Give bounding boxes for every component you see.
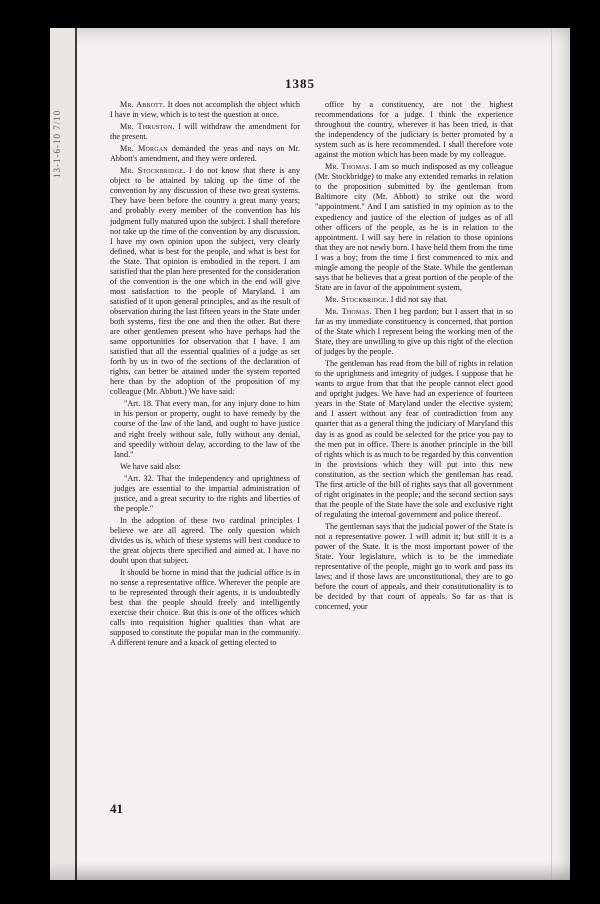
paragraph-text: The gentleman says that the judicial power of the State is not a representative power. I will admit it; but still it is a power of the State. It is the most important power of the State. Your legislature, which is to be the immediate representative of the people, might go to work and pass its laws; and if those laws are unconstitutional, they are to go before the court of appeals, and their constitutionality is to be decided by that court of appeals. So far as that is concerned, your [315, 521, 513, 612]
paragraph-text: office by a constituency, are not the highest recommendations for a judge. I think the experience throughout the country, wherever it has been tried, is that the independency of the judiciary is better promoted by a system such as is here recommended. I shall therefore vote against the motion which has been made by my colleague. [315, 100, 513, 160]
paragraph-text: I did not say that. [388, 294, 448, 304]
paragraph [110, 166, 300, 397]
right-column [315, 100, 513, 612]
binding-edge [75, 28, 77, 880]
paragraph-text: I will withdraw the amendment for the present. [110, 122, 300, 142]
paragraph [315, 162, 513, 293]
speaker-name: Mr. Stockbridge. [120, 166, 186, 176]
paragraph [315, 307, 513, 357]
paragraph [110, 144, 300, 164]
page-number: 1385 [285, 76, 315, 91]
paragraph-text: We have said also: [120, 461, 181, 471]
paragraph [110, 568, 300, 648]
paragraph-text: "Art. 32. That the independency and uprightness of judges are essential to the impartial administration of justice, and a great security to the rights and liberties of the people." [114, 473, 300, 513]
paragraph-text: I am so much indisposed as my colleague (Mr. Stockbridge) to make any extended remarks in relation to the proposition submitted by the gentleman from Baltimore city (Mr. Abbott) to strike out the word "appointment." And I am satisfied in my opinion as to the expediency and justice of the election of judges as of all other officers of the people, as he is in relation to the appointment. I will say here in relation to those opinions that they are not newly born. I have held them from the time I was a boy; from the time I first commenced to mix and mingle among the people of the State. While the gentleman says that he believes that a great portion of the people of the State are in favor of the appointment system, [315, 162, 513, 292]
paragraph-text: The gentleman has read from the bill of rights in relation to the uprightness and integrity of judges. I suppose that he wants to argue from that that the people cannot elect good and upright judges. We have had an experience of fourteen years in the State of Maryland under the elective system; and I assert without any fear of contradiction from any quarter that as a general thing the judiciary of Maryland this day is as good as could be selected for the price you pay to the men put in office. There is another principle in the bill of rights which is as much to be regarded by this convention in the provisions which they will put into this new constitution, as the section which the gentleman has read. The first article of the bill of rights says that all government of right originates in the people; and the second section says that the people of the State have the sole and exclusive right of regulating the internal government and police thereof. [315, 359, 513, 519]
paragraph [315, 359, 513, 520]
paragraph [110, 399, 300, 459]
paragraph [110, 474, 300, 514]
paragraph [110, 516, 300, 566]
speaker-name: Mr. Thomas. [325, 306, 372, 316]
right-edge-rule [551, 28, 552, 880]
paragraph-text: demanded the yeas and nays on Mr. Abbott's amendment, and they were ordered. [110, 144, 300, 164]
paragraph-text: Then I beg pardon; but I assert that in so far as my immediate constituency is concerned, that portion of the State which I represent being the working men of the State, they are unwilling to give up this right of the election of judges by the people. [315, 306, 513, 357]
paragraph [315, 100, 513, 160]
paragraph [110, 100, 300, 120]
paragraph [110, 122, 300, 142]
paragraph-text: I do not know that there is any object to be attained by taking up the time of the convention by any discussion of these two great systems. They have been before the country a great many years; and probably every member of the convention has his judgment fully matured upon the subject. I shall therefore not take up the time of the convention by any discussion. I have my own opinion upon the subject, very clearly defined, what is best for the people, and what is best for the State. That opinion is embodied in the report. I am satisfied that the plan here presented for the consideration of the convention is the one which in the end will give most satisfaction to the people of Maryland. I am satisfied of it upon general principles, and as the result of observation during the last fifteen years in the State under both systems, first the one and then the other. But there are other gentlemen present who have perhaps had the same opportunities for observation that I have. I am satisfied that all the essential qualities of a judge as set forth by us in two of the sections of the declaration of rights, can better be attained under the system reported here than by the adoption of the proposition of my colleague (Mr. Abbott.) We have said: [110, 166, 301, 397]
left-column [110, 100, 300, 648]
paragraph [110, 462, 300, 472]
paragraph-text: It should be borne in mind that the judicial office is in no sense a representative office. Wherever the people are to be represented through their agents, it is undoubtedly best that the people should freely and intelligently exercise their choice. But this is one of the offices which calls into requisition higher qualities than what are supposed to constitute the popular man in the community. A different tenure and a knack of getting elected to [110, 568, 300, 648]
paragraph [315, 522, 513, 612]
speaker-name: Mr. Stockbridge. [325, 294, 389, 304]
page-shadow [50, 862, 570, 880]
speaker-name: Mr. Thruston. [120, 122, 175, 132]
speaker-name: Mr. Morgan [120, 144, 168, 154]
paragraph-text: In the adoption of these two cardinal principles I believe we are all agreed. The only question which divides us is, which of these systems will best conduce to the great objects there specified and aimed at. I have no doubt upon that subject. [110, 515, 300, 566]
paragraph-text: "Art. 18. That every man, for any injury done to him in his person or property, ought to have remedy by the course of the law of the land, and ought to have justice and right freely without sale, fully without any denial, and speedily without delay, according to the law of the land." [114, 399, 300, 459]
handwritten-margin-note: 13-1-6-10 7/10 [52, 109, 62, 178]
scanned-page [50, 28, 570, 880]
paragraph [315, 295, 513, 305]
speaker-name: Mr. Thomas. [325, 162, 372, 172]
signature-mark: 41 [110, 801, 123, 816]
speaker-name: Mr. Abbott. [120, 100, 166, 109]
paragraph-text: It does not accomplish the object which I have in view, which is to test the question at once. [110, 100, 301, 120]
